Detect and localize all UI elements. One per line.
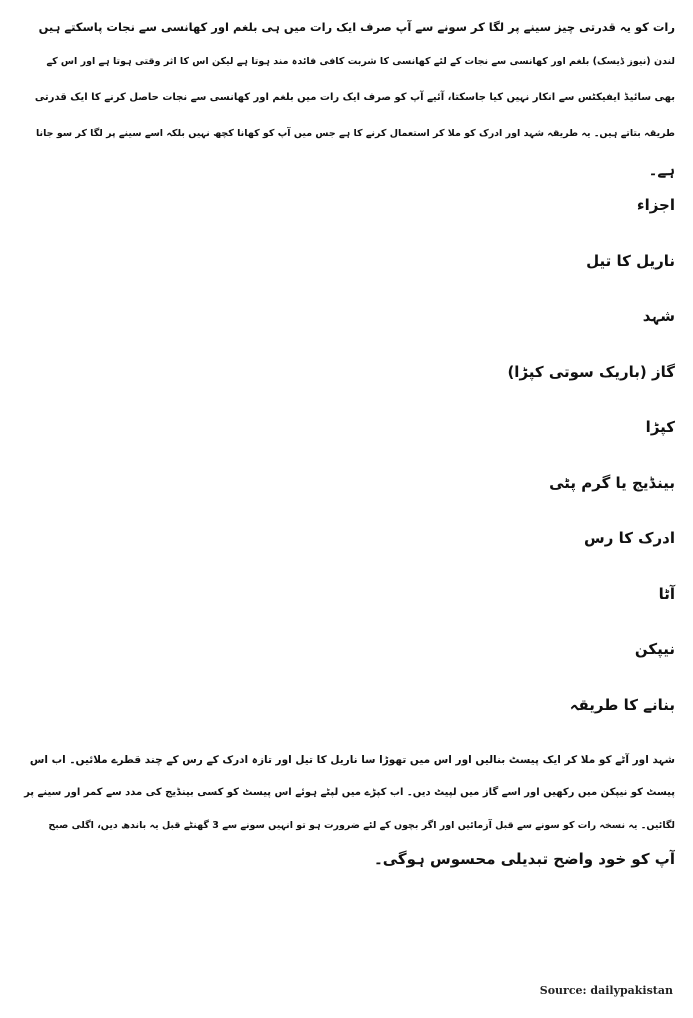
ingredient-item: کپڑا xyxy=(645,418,675,436)
intro-paragraph xyxy=(20,50,675,194)
ingredients-section xyxy=(20,194,675,749)
ingredient-item: شہد xyxy=(642,307,675,325)
method-line: پیسٹ کو نیپکن میں رکھیں اور اسے گاز میں لپیٹ دیں۔ اب کپڑے میں لپٹے ہوئے اس پیسٹ کو کسی بینڈیج کی مدد سے کمر اور سینے پر xyxy=(24,787,675,798)
method-heading: بنانے کا طریقہ xyxy=(569,695,675,714)
ingredient-item: ناریل کا تیل xyxy=(586,251,675,270)
method-paragraph xyxy=(20,749,675,881)
intro-line: ہے۔ xyxy=(648,161,675,179)
method-line: لگائیں۔ یہ نسخہ رات کو سونے سے قبل آزمائیں اور اگر بچوں کے لئے ضرورت ہو تو انہیں سونے سے 3 گھنٹے قبل یہ باندھ دیں، اگلی صبح xyxy=(48,820,675,831)
ingredient-item: بینڈیج یا گرم پٹی xyxy=(549,473,675,492)
ingredients-heading: اجزاء xyxy=(636,196,675,214)
intro-line: طریقہ بتاتے ہیں۔ یہ طریقہ شہد اور ادرک کو ملا کر استعمال کرنے کا ہے جس میں آپ کو کھانا کچھ نہیں بلکہ اسے سینے پر لگا کر سو جانا xyxy=(35,128,675,139)
ingredient-item: گاز (باریک سوتی کپڑا) xyxy=(507,362,675,381)
intro-line: لندن (نیوز ڈیسک) بلغم اور کھانسی سے نجات کے لئے کھانسی کا شربت کافی فائدہ مند ہوتا ہے لیکن اس کا اثر وقتی ہوتا ہے اور اس کے xyxy=(46,56,675,67)
ingredient-item: آٹا xyxy=(658,584,675,603)
ingredient-item: نیپکن xyxy=(634,640,675,658)
article-title: رات کو یہ قدرتی چیز سینے پر لگا کر سونے سے آپ صرف ایک رات میں ہی بلغم اور کھانسی سے نجات پاسکتے ہیں xyxy=(38,20,675,34)
method-line: آپ کو خود واضح تبدیلی محسوس ہوگی۔ xyxy=(373,850,675,868)
intro-line: بھی سائیڈ ایفیکٹس سے انکار نہیں کیا جاسکتا، آئیے آپ کو صرف ایک رات میں بلغم اور کھانسی سے نجات حاصل کرنے کا ایک قدرتی xyxy=(34,92,675,103)
ingredient-item: ادرک کا رس xyxy=(584,529,675,547)
method-line: شہد اور آٹے کو ملا کر ایک پیسٹ بنالیں اور اس میں تھوڑا سا ناریل کا تیل اور تازہ ادرک کے رس کے چند قطرے ملائیں۔ اب اس xyxy=(29,754,675,766)
source-credit: Source: dailypakistan xyxy=(539,984,673,997)
